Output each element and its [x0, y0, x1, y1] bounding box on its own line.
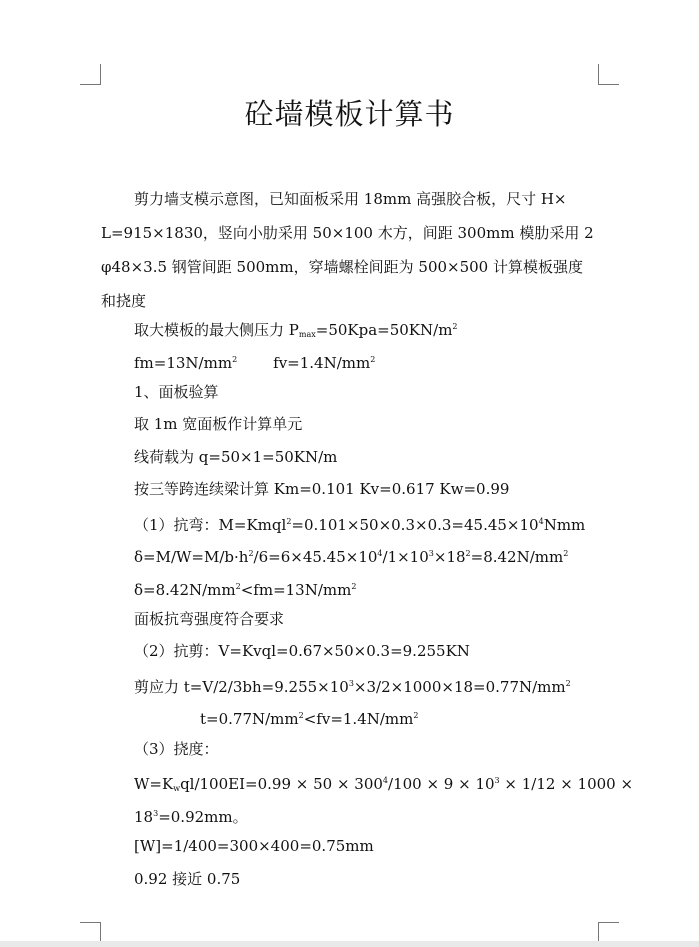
- text: =0.101×50×0.3×0.3=45.45×10: [291, 516, 539, 534]
- text: ql/100EI=0.99 × 50 × 300: [180, 775, 383, 793]
- text: （1）抗弯：M=Kmql: [134, 516, 287, 534]
- subscript: w: [173, 784, 181, 793]
- superscript: 2: [286, 517, 292, 526]
- unit-line: 取 1m 宽面板作计算单元: [134, 415, 303, 433]
- page-gap: [0, 941, 699, 947]
- text: /6=6×45.45×10: [253, 548, 378, 566]
- superscript: 2: [351, 582, 357, 591]
- text: fv=1.4N/mm: [273, 354, 371, 372]
- text: W=K: [134, 775, 174, 793]
- intro-line-4: 和挠度: [101, 292, 147, 310]
- superscript: 3: [494, 776, 500, 785]
- text: <fv=1.4N/mm: [303, 710, 414, 728]
- text: =8.42N/mm: [470, 548, 564, 566]
- text: 剪应力 t=V/2/3bh=9.255×10: [134, 678, 349, 696]
- intro-paragraph: [101, 182, 601, 318]
- text: Nmm: [543, 516, 586, 534]
- strength-values-line: [134, 350, 375, 373]
- superscript: 2: [235, 582, 241, 591]
- text: ×18: [433, 548, 466, 566]
- text: <fm=13N/mm: [240, 581, 352, 599]
- coefficient-line: 按三等跨连续梁计算 Km=0.101 Kv=0.617 Kw=0.99: [134, 480, 510, 498]
- intro-line-2: L=915×1830，竖向小肋采用 50×100 木方，间距 300mm 模肋采用 2: [101, 224, 594, 242]
- max-pressure-line: [134, 317, 458, 345]
- intro-line-1: 剪力墙支模示意图，已知面板采用 18mm 高强胶合板，尺寸 H×: [134, 190, 567, 208]
- superscript: 2: [232, 355, 238, 364]
- stress-line: [134, 544, 568, 567]
- bending-ok-line: 面板抗弯强度符合要求: [134, 610, 285, 628]
- crop-mark-bottom-right: [598, 922, 619, 943]
- subscript: max: [298, 330, 316, 339]
- text: δ=M/W=M/b·h: [134, 548, 249, 566]
- text: =0.92mm。: [158, 808, 248, 826]
- superscript: 4: [382, 776, 389, 785]
- deflection-formula-line: [134, 771, 633, 799]
- load-line: 线荷载为 q=50×1=50KN/m: [134, 448, 338, 466]
- section-1-heading: 1、面板验算: [134, 383, 219, 401]
- crop-mark-bottom-left: [80, 922, 101, 943]
- shear-stress-line: [134, 674, 571, 697]
- superscript: 2: [563, 549, 569, 558]
- shear-compare-line: [200, 706, 418, 729]
- superscript: 3: [153, 809, 159, 818]
- stress-compare-line: [134, 577, 356, 600]
- deflection-heading: （3）挠度：: [134, 740, 219, 758]
- text: /1×10: [382, 548, 429, 566]
- text: 取大模板的最大侧压力 P: [134, 321, 299, 339]
- superscript: 4: [538, 517, 544, 526]
- conclusion-line: 0.92 接近 0.75: [134, 870, 241, 888]
- crop-mark-top-left: [80, 64, 101, 85]
- superscript: 2: [452, 322, 458, 331]
- superscript: 3: [348, 679, 354, 688]
- document-title: 砼墙模板计算书: [244, 97, 455, 131]
- superscript: 2: [298, 711, 304, 720]
- text: =50Kpa=50KN/m: [315, 321, 453, 339]
- text: δ=8.42N/mm: [134, 581, 236, 599]
- superscript: 4: [377, 549, 383, 558]
- superscript: 2: [565, 679, 571, 688]
- crop-mark-top-right: [598, 64, 619, 85]
- deflection-result-line: [134, 804, 248, 827]
- superscript: 2: [413, 711, 419, 720]
- shear-line: （2）抗剪：V=Kvql=0.67×50×0.3=9.255KN: [134, 642, 470, 660]
- superscript: 2: [248, 549, 254, 558]
- text: /100 × 9 × 10: [388, 775, 495, 793]
- text: × 1/12 × 1000 ×: [499, 775, 634, 793]
- intro-line-3: φ48×3.5 钢管间距 500mm，穿墙螺栓间距为 500×500 计算模板强度: [101, 258, 583, 276]
- text: ×3/2×1000×18=0.77N/mm: [353, 678, 566, 696]
- superscript: 2: [370, 355, 376, 364]
- superscript: 3: [428, 549, 434, 558]
- bending-moment-line: [134, 512, 585, 535]
- text: t=0.77N/mm: [200, 710, 299, 728]
- deflection-limit-line: [W]=1/400=300×400=0.75mm: [134, 837, 374, 855]
- superscript: 2: [465, 549, 471, 558]
- text: fm=13N/mm: [134, 354, 233, 372]
- text: 18: [134, 808, 154, 826]
